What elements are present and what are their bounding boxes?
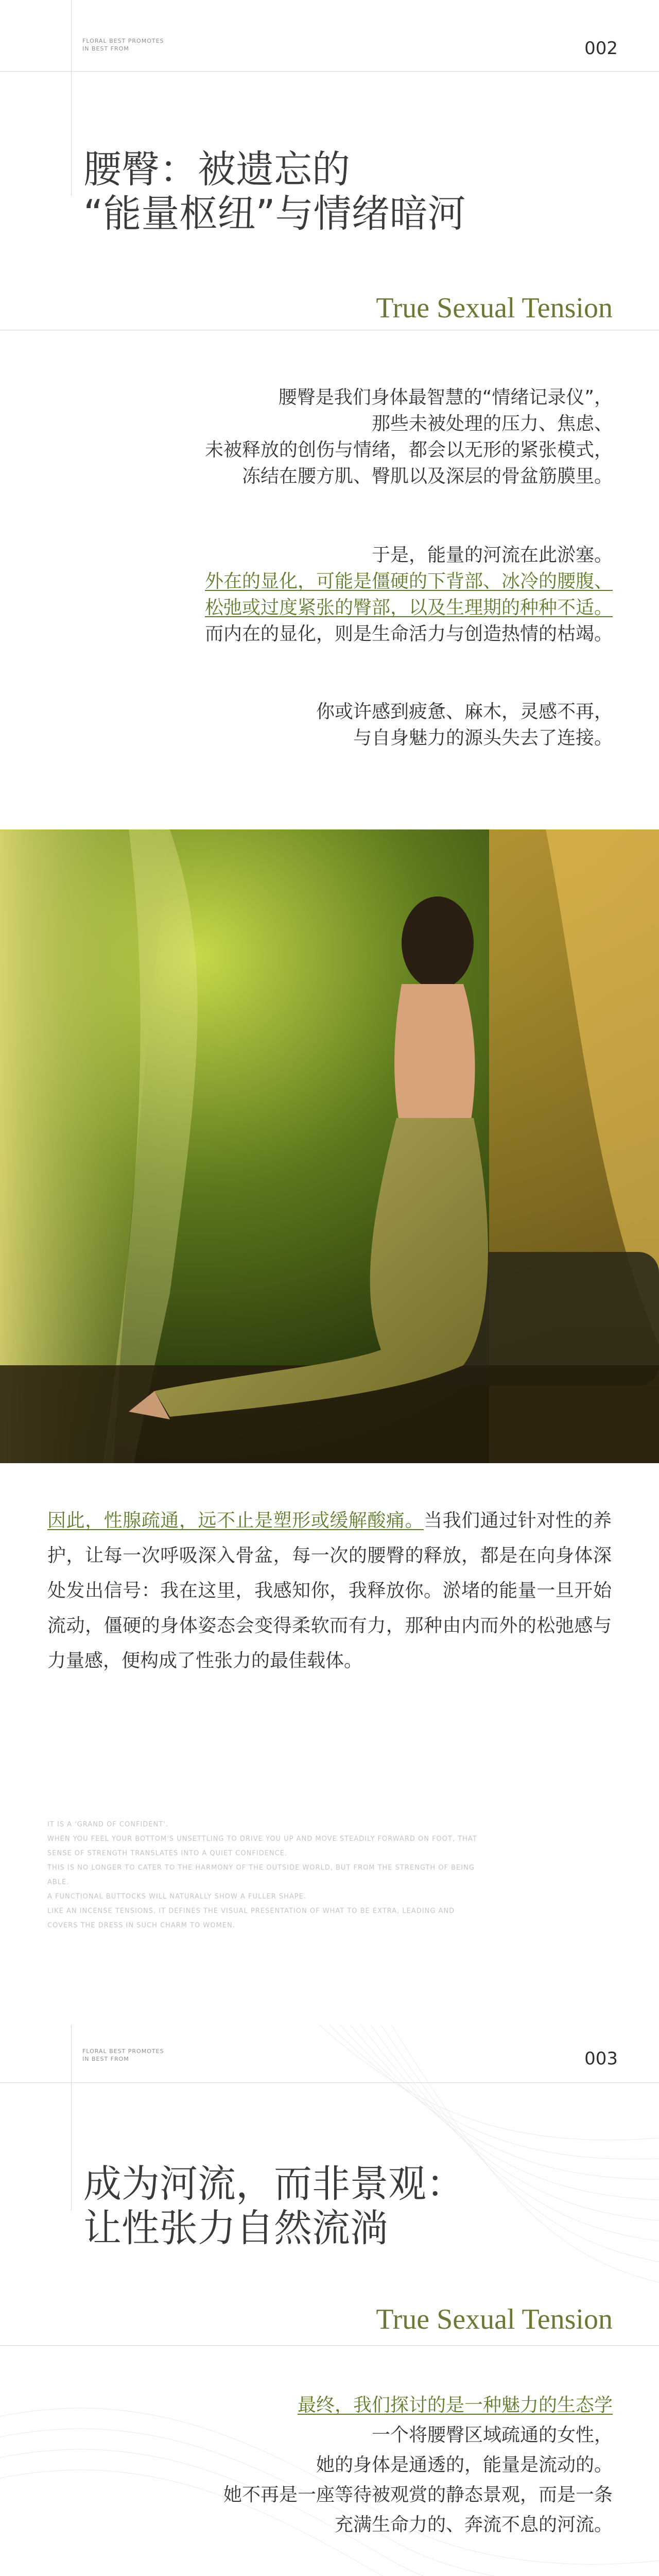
kicker [82, 37, 164, 53]
kicker-line-1: FLORAL BEST PROMOTES [82, 38, 164, 44]
title-line-2: “能量枢纽”与情绪暗河 [83, 192, 466, 236]
highlight-text: 因此，性腺疏通，远不止是塑形或缓解酸痛。 [47, 1510, 424, 1531]
paragraph-2-tail: 而内在的显化，则是生命活力与创造热情的枯竭。 [204, 623, 613, 645]
photo-curtain-woman-art [0, 829, 659, 1463]
body-text: 当我们通过针对性的养护，让每一次呼吸深入骨盆，每一次的腰臀的释放，都是在向身体深处发出信号：我在这里，我感知你，我释放你。淤堵的能量一旦开始流动，僵硬的身体姿态会变得柔软而有力，那种由内而外的松弛感与力量感，便构成了性张力的最佳载体。 [47, 1510, 612, 1671]
paragraph-3-line: 你或许感到疲惫、麻木，灵感不再， [316, 701, 613, 722]
kicker-line-2: IN BEST FROM [82, 2056, 129, 2062]
paragraph-3 [88, 699, 613, 751]
page-number: 002 [584, 38, 618, 59]
intro-paragraph [88, 2391, 613, 2540]
paragraph-2-lead: 于是，能量的河流在此淤塞。 [371, 545, 613, 566]
header-divider [0, 2082, 659, 2083]
brand-tagline: True Sexual Tension [376, 292, 613, 324]
photo-curtain-woman [0, 829, 659, 1463]
fine-print-line: ABLE. [47, 1878, 70, 1886]
title-line-1: 成为河流，而非景观： [83, 2162, 464, 2206]
intro-line: 她的身体是通透的，能量是流动的。 [316, 2454, 613, 2476]
kicker-line-1: FLORAL BEST PROMOTES [82, 2048, 164, 2055]
fine-print-line: LIKE AN INCENSE TENSIONS, IT DEFINES THE VISUAL PRESENTATION OF WHAT TO BE EXTRA, LEADING AND [47, 1907, 455, 1915]
section1-body [47, 1503, 612, 1679]
paragraph-2 [88, 542, 613, 647]
kicker-line-2: IN BEST FROM [82, 45, 129, 52]
fine-print-line: WHEN YOU FEEL YOUR BOTTOM'S UNSETTLING TO DRIVE YOU UP AND MOVE STEADILY FORWARD ON FOOT, THAT [47, 1835, 477, 1843]
fine-print-line: SENSE OF STRENGTH TRANSLATES INTO A QUIET CONFIDENCE. [47, 1850, 288, 1857]
intro-line: 充满生命力的、奔流不息的河流。 [334, 2514, 613, 2535]
header-divider [0, 71, 659, 72]
header-vertical-rule [71, 0, 72, 196]
paragraph-1-line: 未被释放的创伤与情绪，都会以无形的紧张模式， [204, 439, 613, 461]
fine-print [47, 1818, 614, 1933]
section-title [83, 2162, 464, 2250]
paragraph-3-line: 与自身魅力的源头失去了连接。 [353, 727, 613, 749]
highlight-text: 最终，我们探讨的是一种魅力的生态学 [297, 2395, 613, 2416]
paragraph-1 [88, 384, 613, 489]
brand-tagline: True Sexual Tension [376, 2303, 613, 2335]
section-title [83, 147, 466, 236]
paragraph-1-line: 腰臀是我们身体最智慧的“情绪记录仪”， [278, 387, 613, 408]
highlight-text: 松弛或过度紧张的臀部，以及生理期的种种不适。 [204, 597, 613, 618]
kicker [82, 2047, 164, 2063]
title-line-2: 让性张力自然流淌 [83, 2206, 388, 2250]
fine-print-line: COVERS THE DRESS IN SUCH CHARM TO WOMEN. [47, 1922, 235, 1929]
paragraph-1-line: 那些未被处理的压力、焦虑、 [371, 413, 613, 434]
highlight-text: 外在的显化，可能是僵硬的下背部、冰冷的腰腹、 [204, 571, 613, 592]
fine-print-line: IT IS A 'GRAND OF CONFIDENT'. [47, 1821, 168, 1828]
intro-line: 一个将腰臀区域疏通的女性， [371, 2425, 613, 2446]
title-line-1: 腰臀：被遗忘的 [83, 147, 350, 192]
brand-rule [0, 2345, 659, 2346]
paragraph-1-line: 冻结在腰方肌、臀肌以及深层的骨盆筋膜里。 [241, 466, 613, 487]
intro-line: 她不再是一座等待被观赏的静态景观，而是一条 [223, 2484, 613, 2505]
fine-print-line: A FUNCTIONAL BUTTOCKS WILL NATURALLY SHOW A FULLER SHAPE. [47, 1893, 306, 1901]
page-number: 003 [584, 2048, 618, 2069]
fine-print-line: THIS IS NO LONGER TO CATER TO THE HARMONY OF THE OUTSIDE WORLD, BUT FROM THE STRENGTH OF BEING [47, 1864, 475, 1872]
header-vertical-rule [71, 2025, 72, 2210]
